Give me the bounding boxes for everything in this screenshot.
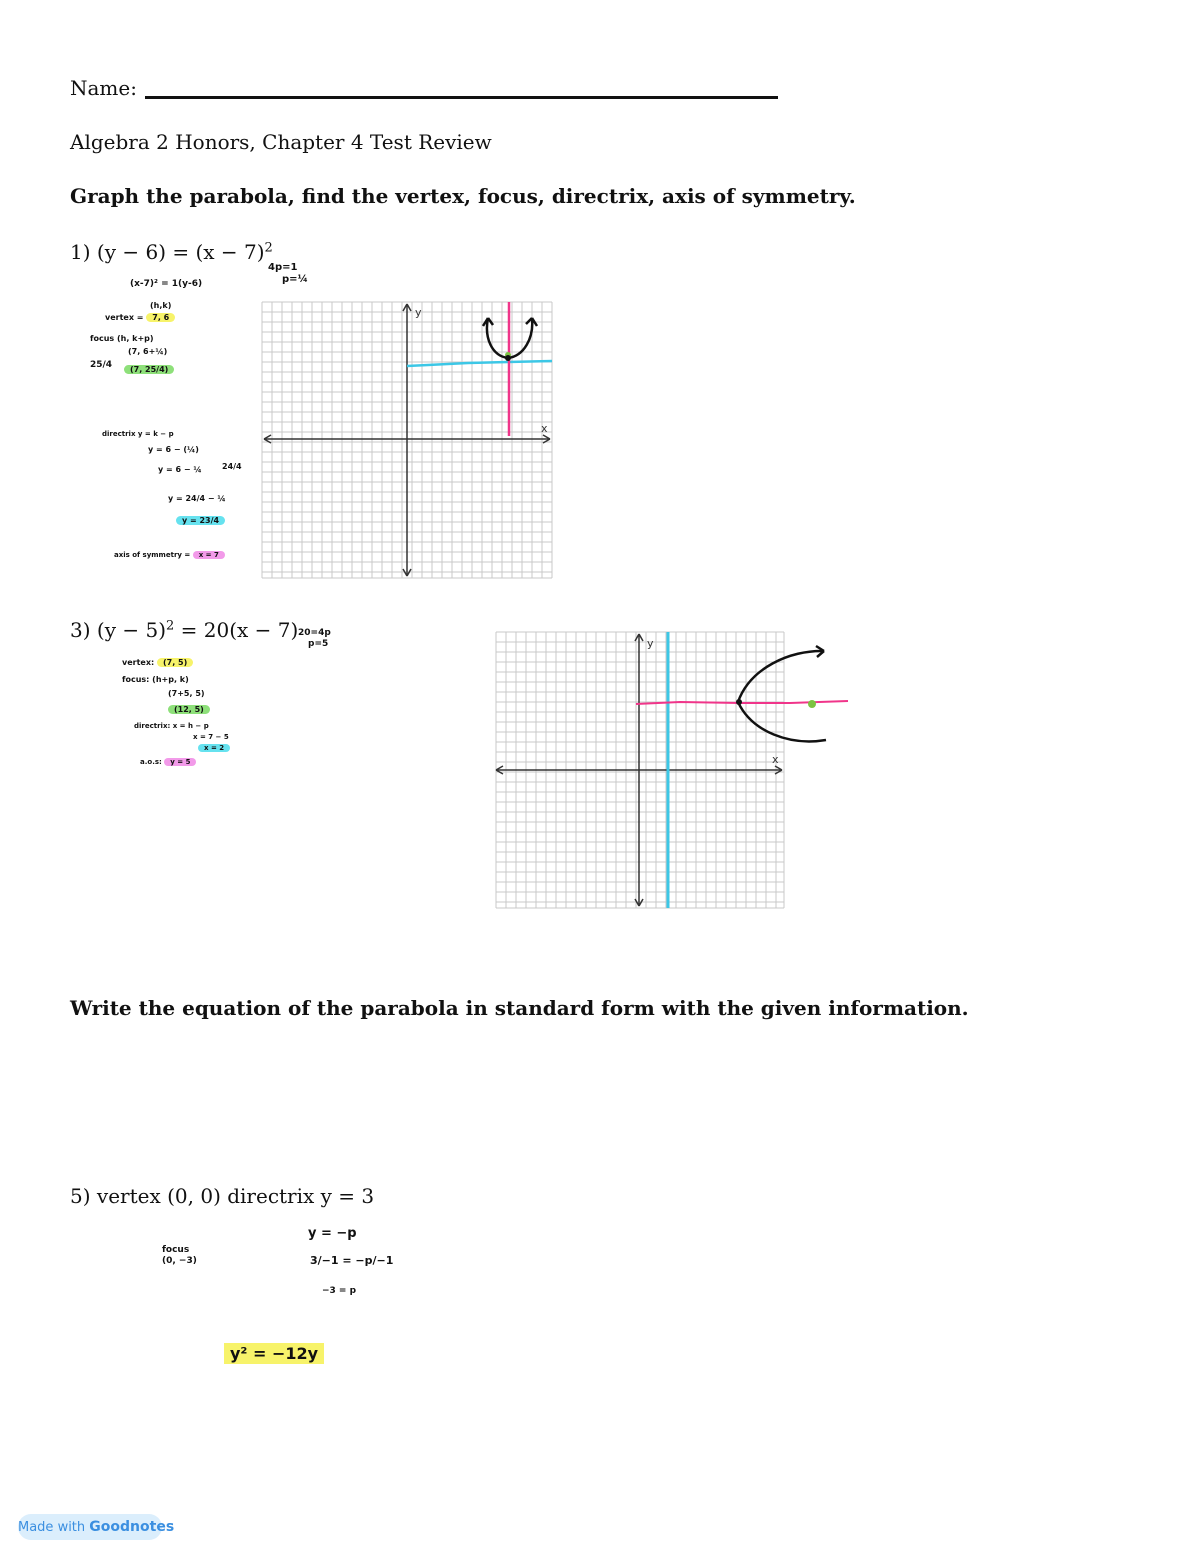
p5-focus-label: focus — [162, 1245, 190, 1255]
p1-axis-label: axis of symmetry = — [114, 551, 191, 559]
goodnotes-badge[interactable] — [18, 1514, 175, 1540]
p1-directrix-step1: y = 6 − (¼) — [148, 445, 199, 454]
name-label: Name: — [70, 76, 137, 100]
p3-focus-label: focus: — [122, 675, 150, 684]
p3-axis — [140, 758, 196, 766]
p3-directrix-value-wrap — [198, 744, 230, 752]
problem-3-equation-b: = 20(x − 7) — [174, 618, 299, 642]
p5-focus — [162, 1245, 197, 1267]
p5-calc-2: 3/−1 = −p/−1 — [310, 1254, 394, 1267]
problem-3-exponent: 2 — [166, 618, 175, 634]
p5-calc-3: −3 = p — [322, 1286, 357, 1296]
p5-calc-1: y = −p — [308, 1226, 357, 1241]
section1-instructions: Graph the parabola, find the vertex, focus, directrix, axis of symmetry. — [70, 184, 856, 208]
section2-instructions: Write the equation of the parabola in standard form with the given information. — [70, 996, 969, 1020]
p1-directrix-frac: 24/4 — [222, 462, 242, 471]
p3-vertex-label: vertex: — [122, 658, 155, 667]
problem-5-prompt: vertex (0, 0) directrix y = 3 — [96, 1184, 375, 1208]
name-field-line[interactable] — [145, 96, 778, 99]
p3-focus-value: (12, 5) — [168, 705, 210, 714]
p1-p-calc-line1: 4p=1 — [268, 262, 298, 273]
graph-1-x-label: x — [541, 422, 548, 435]
p5-focus-value: (0, −3) — [162, 1256, 197, 1266]
graph-2-x-label: x — [772, 753, 779, 766]
problem-3-equation-a: (y − 5) — [96, 618, 166, 642]
p1-focus-sub: (7, 6+¼) — [128, 347, 168, 356]
problem-5 — [70, 1184, 374, 1208]
problem-3-number: 3) — [70, 618, 91, 642]
graph-2-vertex-point — [736, 699, 742, 705]
graph-2-focus-point — [808, 700, 816, 708]
p3-p-calc-line1: 20=4p — [298, 628, 331, 638]
graph-2[interactable] — [490, 628, 852, 913]
p3-focus-sub: (7+5, 5) — [168, 689, 205, 698]
p1-p-calc — [268, 262, 308, 286]
badge-brand: Goodnotes — [89, 1519, 175, 1535]
p1-directrix-value: y = 23/4 — [176, 516, 225, 525]
graph-1[interactable] — [258, 298, 558, 583]
p1-vertex-label: vertex = — [105, 313, 144, 322]
p3-focus-formula: (h+p, k) — [152, 675, 189, 684]
graph-2-axes — [496, 634, 782, 906]
problem-3 — [70, 618, 298, 642]
p3-directrix-label: directrix: — [134, 722, 171, 730]
p1-vertex — [105, 313, 175, 322]
page-title: Algebra 2 Honors, Chapter 4 Test Review — [70, 130, 492, 154]
graph-1-vertex-point — [505, 355, 511, 361]
p1-focus-frac: 25/4 — [90, 360, 113, 370]
graph-1-axes — [264, 304, 550, 576]
p1-axis-value: x = 7 — [193, 551, 225, 559]
p3-directrix-sub: x = 7 − 5 — [193, 733, 229, 741]
p1-directrix-step3: y = 24/4 − ¼ — [168, 494, 226, 503]
p1-p-calc-line2: p=¼ — [282, 274, 308, 285]
problem-1-exponent: 2 — [264, 240, 273, 256]
p3-vertex-value: (7, 5) — [157, 658, 193, 667]
p3-axis-value: y = 5 — [164, 758, 196, 766]
p3-p-calc-line2: p=5 — [308, 639, 329, 649]
p3-directrix-value: x = 2 — [198, 744, 230, 752]
p1-directrix-step2: y = 6 − ¼ — [158, 465, 202, 474]
p1-axis — [114, 551, 225, 559]
graph-2-parabola — [738, 651, 826, 741]
p3-focus-value-wrap — [168, 705, 210, 714]
p1-directrix-value-wrap — [176, 516, 225, 525]
graph-2-y-label: y — [647, 637, 654, 650]
p1-vertex-value: 7, 6 — [146, 313, 175, 322]
p1-vertex-hk: (h,k) — [150, 301, 172, 310]
problem-1 — [70, 240, 273, 264]
problem-5-number: 5) — [70, 1184, 91, 1208]
problem-1-number: 1) — [70, 240, 91, 264]
p1-focus-formula: focus (h, k+p) — [90, 334, 154, 343]
graph-1-y-label: y — [415, 306, 422, 319]
p1-directrix-formula: directrix y = k − p — [102, 430, 174, 438]
p1-focus-value-wrap — [124, 365, 174, 374]
p1-standard-form: (x-7)² = 1(y-6) — [130, 279, 203, 289]
p3-directrix — [134, 722, 209, 730]
p3-focus — [122, 675, 189, 684]
problem-1-equation: (y − 6) = (x − 7) — [96, 240, 265, 264]
p3-directrix-formula: x = h − p — [172, 722, 209, 730]
badge-made-with: Made with — [18, 1520, 86, 1535]
p5-answer: y² = −12y — [224, 1343, 324, 1364]
p3-p-calc — [298, 628, 331, 650]
p3-vertex — [122, 658, 193, 667]
p1-focus-value: (7, 25/4) — [124, 365, 174, 374]
p3-axis-label: a.o.s: — [140, 758, 162, 766]
